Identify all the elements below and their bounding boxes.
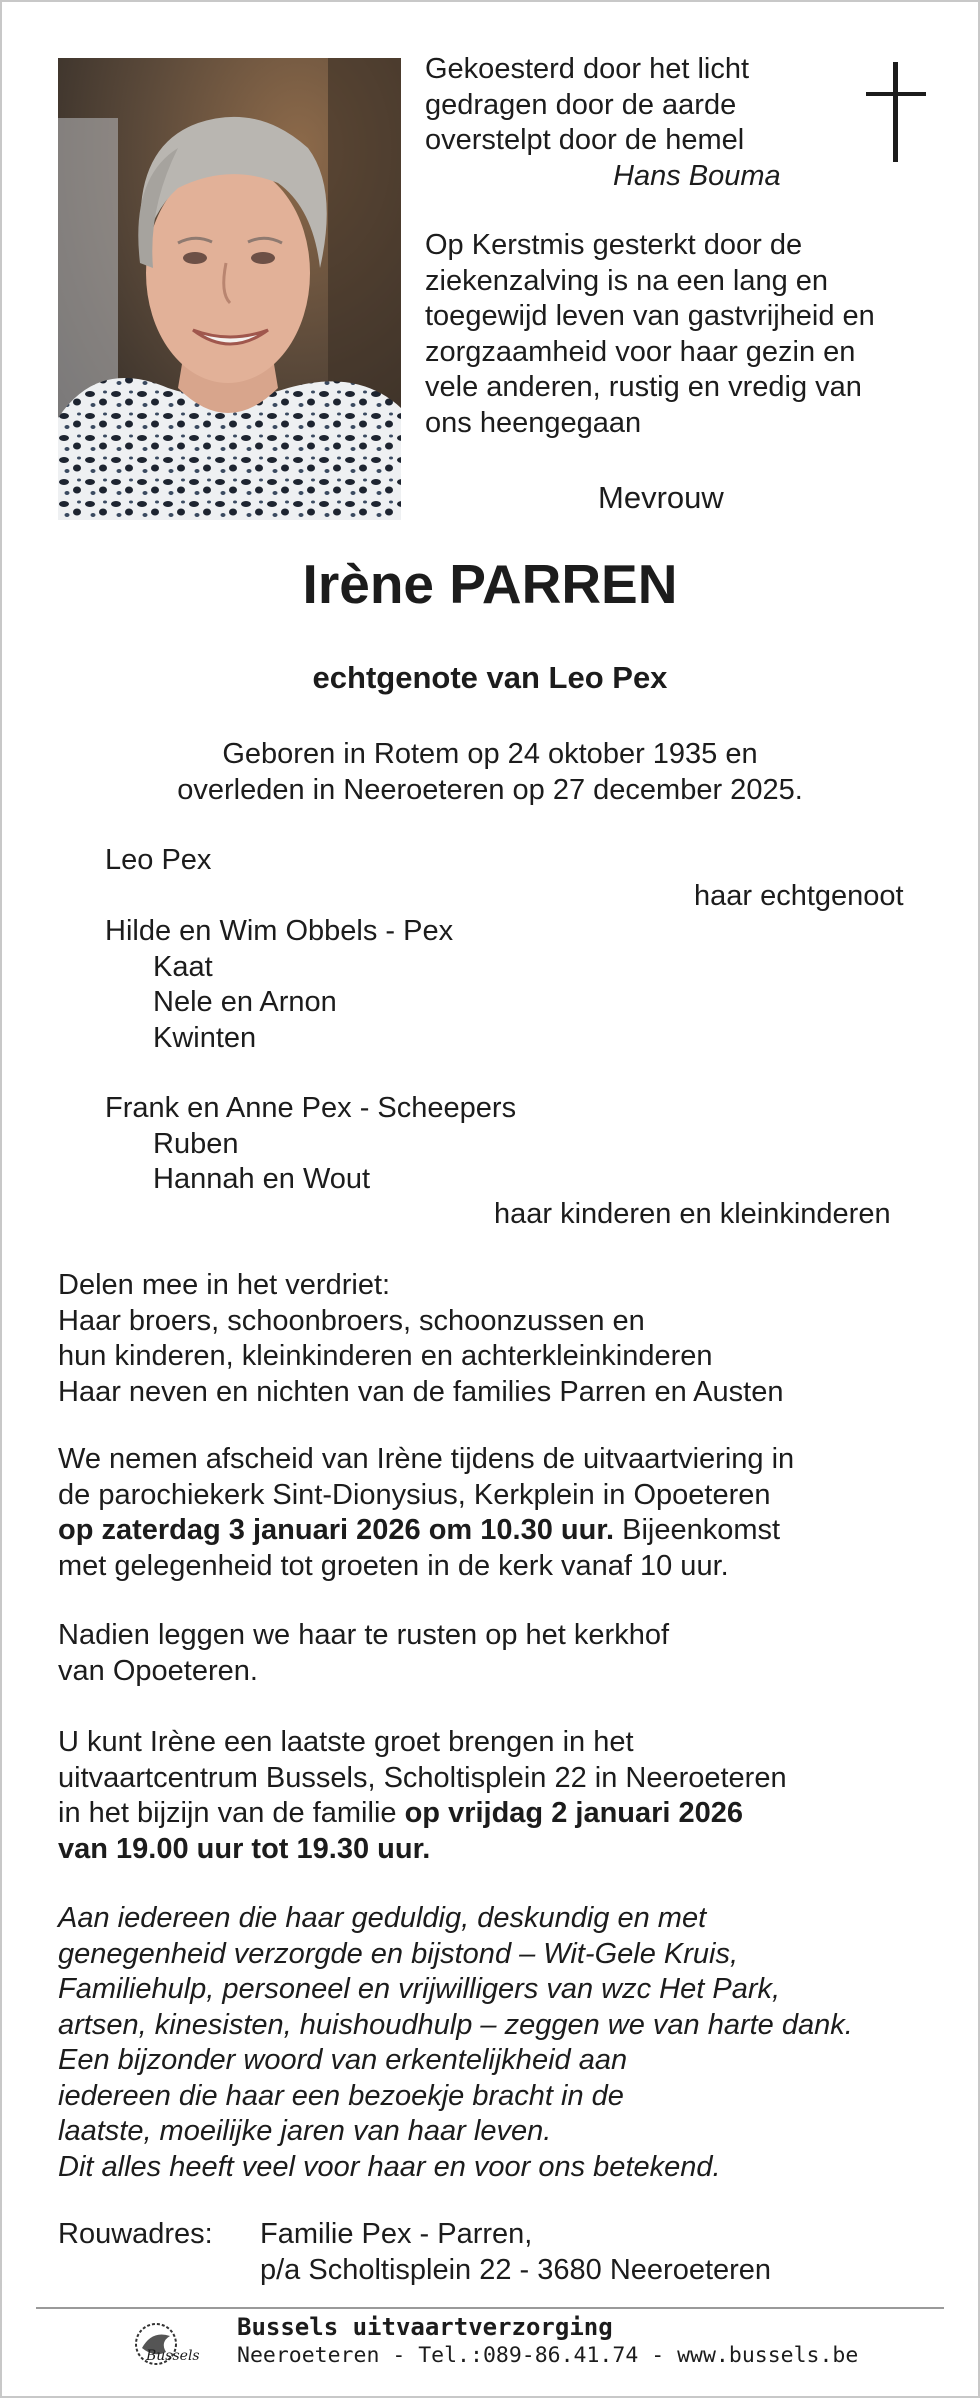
intro-line: ziekenzalving is na een lang en [425, 264, 829, 297]
footer-divider [36, 2307, 944, 2309]
thanks-line: Aan iedereen die haar geduldig, deskundig en met [58, 1902, 707, 1934]
company-contact: Neeroeteren - Tel.:089-86.41.74 - www.bussels.be [237, 2343, 859, 2368]
ceremony-line: met gelegenheid tot groeten in de kerk vanaf 10 uur. [58, 1549, 729, 1582]
birth-line: Geboren in Rotem op 24 oktober 1935 en [222, 738, 758, 770]
death-line: overleden in Neeroeteren op 27 december 2025. [177, 773, 803, 806]
intro-line: zorgzaamheid voor haar gezin en [425, 335, 856, 368]
poem [425, 52, 781, 194]
grandchild: Kaat [153, 950, 213, 983]
child-couple: Hilde en Wim Obbels - Pex [105, 915, 454, 947]
thanks-line: Familiehulp, personeel en vrijwilligers van wzc Het Park, [58, 1973, 781, 2005]
address-line: p/a Scholtisplein 22 - 3680 Neeroeteren [260, 2253, 772, 2286]
thanks-line: laatste, moeilijke jaren van haar leven. [58, 2115, 552, 2147]
visit-line: U kunt Irène een laatste groet brengen in het [58, 1726, 634, 1758]
cross-icon [866, 62, 926, 162]
company-name: Bussels uitvaartverzorging [237, 2313, 613, 2341]
spouse-line: echtgenote van Leo Pex [312, 660, 668, 695]
ceremony-date-line [58, 1513, 794, 1549]
visit-plain: in het bijzijn van de familie [58, 1797, 405, 1829]
grandchild: Kwinten [153, 1021, 257, 1054]
burial-line: Nadien leggen we haar te rusten op het kerkhof [58, 1619, 670, 1651]
ceremony-after-date: Bijeenkomst [614, 1514, 781, 1546]
honorific: Mevrouw [598, 480, 724, 515]
bussels-logo [132, 2318, 202, 2374]
logo-text: Bussels [146, 2348, 200, 2364]
portrait-photo [58, 58, 401, 520]
intro-line: ons heengegaan [425, 406, 642, 439]
intro-line: toegewijd leven van gastvrijheid en [425, 300, 875, 332]
poem-author: Hans Bouma [613, 159, 781, 192]
birth-death-info [0, 737, 980, 808]
poem-line: Gekoesterd door het licht [425, 53, 750, 85]
poem-line: gedragen door de aarde [425, 88, 737, 121]
burial-info [58, 1618, 669, 1689]
family-spouse-name: Leo Pex [105, 844, 212, 876]
intro-line: vele anderen, rustig en vredig van [425, 371, 862, 403]
intro-text [425, 228, 875, 441]
grandchild: Ruben [153, 1127, 239, 1160]
family-spouse-relation: haar echtgenoot [694, 880, 904, 912]
sharing-line: Delen mee in het verdriet: [58, 1269, 391, 1301]
thanks-line: Dit alles heeft veel voor haar en voor ons betekend. [58, 2150, 721, 2183]
address-label: Rouwadres: [58, 2218, 213, 2250]
burial-line: van Opoeteren. [58, 1654, 258, 1687]
sharing-line: Haar broers, schoonbroers, schoonzussen en [58, 1304, 645, 1337]
deceased-name: Irène PARREN [302, 553, 678, 615]
poem-line: overstelpt door de hemel [425, 124, 745, 156]
visit-info [58, 1725, 787, 1867]
ceremony-date: op zaterdag 3 januari 2026 om 10.30 uur. [58, 1514, 615, 1546]
ceremony-info [58, 1442, 794, 1584]
family-children-relation: haar kinderen en kleinkinderen [494, 1198, 891, 1230]
thanks-line: artsen, kinesisten, huishoudhulp – zeggen we van harte dank. [58, 2008, 853, 2041]
grandchild: Hannah en Wout [153, 1163, 371, 1195]
family-child-2 [105, 1091, 516, 1198]
child-couple: Frank en Anne Pex - Scheepers [105, 1092, 517, 1124]
thanks-line: iedereen die haar een bezoekje bracht in de [58, 2079, 624, 2112]
sharing-line: hun kinderen, kleinkinderen en achterkleinkinderen [58, 1340, 713, 1372]
address-line: Familie Pex - Parren, [260, 2218, 533, 2250]
ceremony-line: We nemen afscheid van Irène tijdens de uitvaartviering in [58, 1443, 795, 1475]
address-block [260, 2217, 771, 2288]
thanks-line: Een bijzonder woord van erkentelijkheid aan [58, 2044, 628, 2076]
visit-date-line [58, 1796, 787, 1832]
sharing-line: Haar neven en nichten van de families Parren en Austen [58, 1375, 784, 1408]
visit-time: van 19.00 uur tot 19.30 uur. [58, 1832, 431, 1865]
family-child-1 [105, 914, 453, 1056]
visit-date: op vrijdag 2 januari 2026 [404, 1797, 744, 1829]
intro-line: Op Kerstmis gesterkt door de [425, 229, 803, 261]
ceremony-line: de parochiekerk Sint-Dionysius, Kerkplein in Opoeteren [58, 1478, 771, 1511]
sharing-grief [58, 1268, 783, 1410]
thanks-text [58, 1901, 853, 2185]
visit-line: uitvaartcentrum Bussels, Scholtisplein 22 in Neeroeteren [58, 1761, 787, 1794]
grandchild: Nele en Arnon [153, 986, 337, 1018]
thanks-line: genegenheid verzorgde en bijstond – Wit-Gele Kruis, [58, 1937, 739, 1970]
